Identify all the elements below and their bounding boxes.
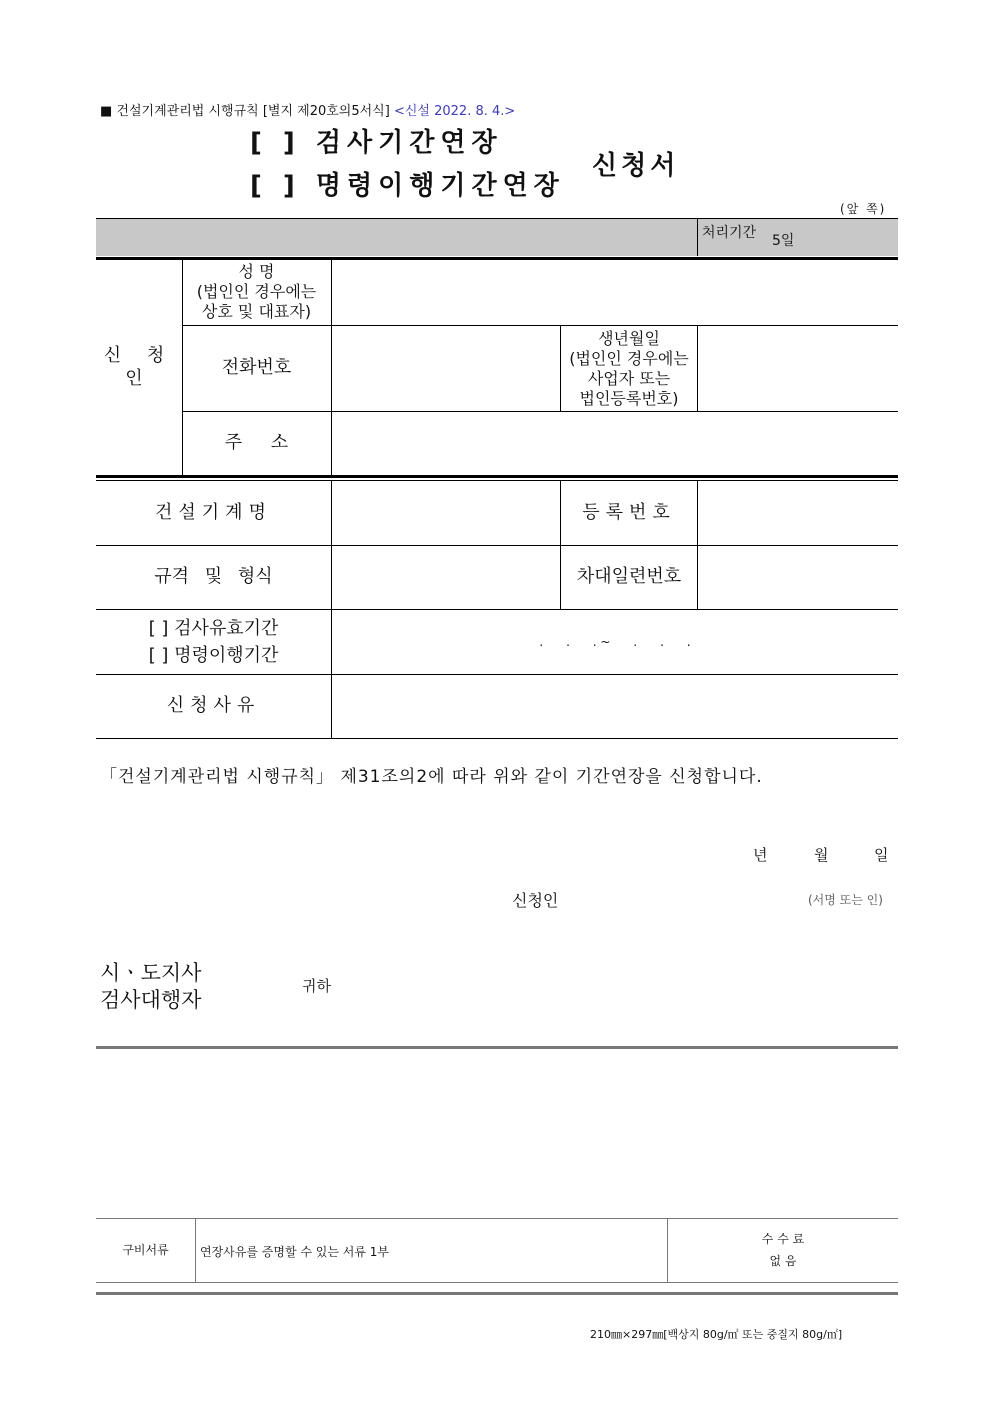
birth-label: 생년월일 (법인인 경우에는 사업자 또는 법인등록번호): [569, 328, 689, 408]
form-reference: ■ 건설기계관리법 시행규칙 [별지 제20호의5서식] <신설 2022. 8. 4.>: [100, 104, 516, 119]
inspection-period-checkbox-label[interactable]: [ ] 검사유효기간: [148, 618, 279, 639]
applicant-sign-label: 신청인: [512, 891, 559, 910]
divider: [697, 218, 698, 256]
recipient: 시ㆍ도지사 검사대행자: [100, 961, 202, 1012]
divider: [96, 1282, 898, 1283]
front-page-label: (앞 쪽): [840, 202, 887, 216]
new-note: <신설 2022. 8. 4.>: [393, 104, 516, 119]
serial-field[interactable]: [698, 546, 898, 609]
divider: [195, 1218, 196, 1282]
reason-label: 신청사유: [166, 695, 261, 717]
phone-label: 전화번호: [221, 357, 292, 379]
registration-field[interactable]: [698, 481, 898, 545]
name-field[interactable]: [332, 260, 898, 325]
birth-field[interactable]: [698, 326, 898, 411]
name-label: 성 명 (법인인 경우에는 상호 및 대표자): [196, 262, 317, 321]
applicant-section-label: 신 청 인: [103, 345, 175, 389]
phone-field[interactable]: [332, 326, 560, 411]
honorific: 귀하: [302, 977, 331, 995]
divider: [96, 218, 898, 219]
attachments-value: 연장사유를 증명할 수 있는 서류 1부: [200, 1245, 389, 1259]
processing-label: 처리기간: [702, 225, 757, 241]
machine-name-field[interactable]: [332, 481, 560, 545]
machine-name-label: 건설기계명: [155, 501, 272, 523]
spec-field[interactable]: [332, 546, 560, 609]
fee-label: 수 수 료: [761, 1231, 805, 1246]
title-option-inspection: [ ] 검사기간연장: [250, 128, 503, 158]
day-label: 일: [874, 846, 889, 864]
attachments-label: 구비서류: [122, 1243, 169, 1257]
paper-spec: 210㎜×297㎜[백상지 80g/㎡ 또는 중질지 80g/㎡]: [590, 1328, 843, 1341]
divider: [96, 1046, 898, 1049]
address-label: 주 소: [224, 432, 289, 454]
declaration-text: 「건설기계관리법 시행규칙」 제31조의2에 따라 위와 같이 기간연장을 신청합니다.: [100, 767, 763, 787]
month-label: 월: [814, 846, 829, 864]
fee: [668, 1219, 898, 1282]
year-label: 년: [753, 846, 768, 864]
address-field[interactable]: [332, 412, 898, 475]
spec-label: 규격 및 형식: [154, 566, 273, 588]
reason-field[interactable]: [332, 675, 898, 738]
serial-label: 차대일련번호: [576, 566, 682, 588]
registration-label: 등록번호: [582, 501, 676, 523]
title-suffix: 신청서: [592, 151, 680, 181]
title-option-order: [ ] 명령이행기간연장: [250, 171, 565, 201]
divider: [96, 738, 898, 739]
order-period-checkbox-label[interactable]: [ ] 명령이행기간: [148, 645, 279, 666]
divider: [96, 1292, 898, 1295]
fee-value: 없 음: [769, 1253, 797, 1268]
signature-note[interactable]: (서명 또는 인): [808, 893, 883, 907]
period-field[interactable]: . . . ~ . . .: [539, 634, 691, 649]
period-label: [96, 610, 331, 674]
processing-value: 5일: [772, 233, 795, 249]
divider: [96, 475, 898, 478]
